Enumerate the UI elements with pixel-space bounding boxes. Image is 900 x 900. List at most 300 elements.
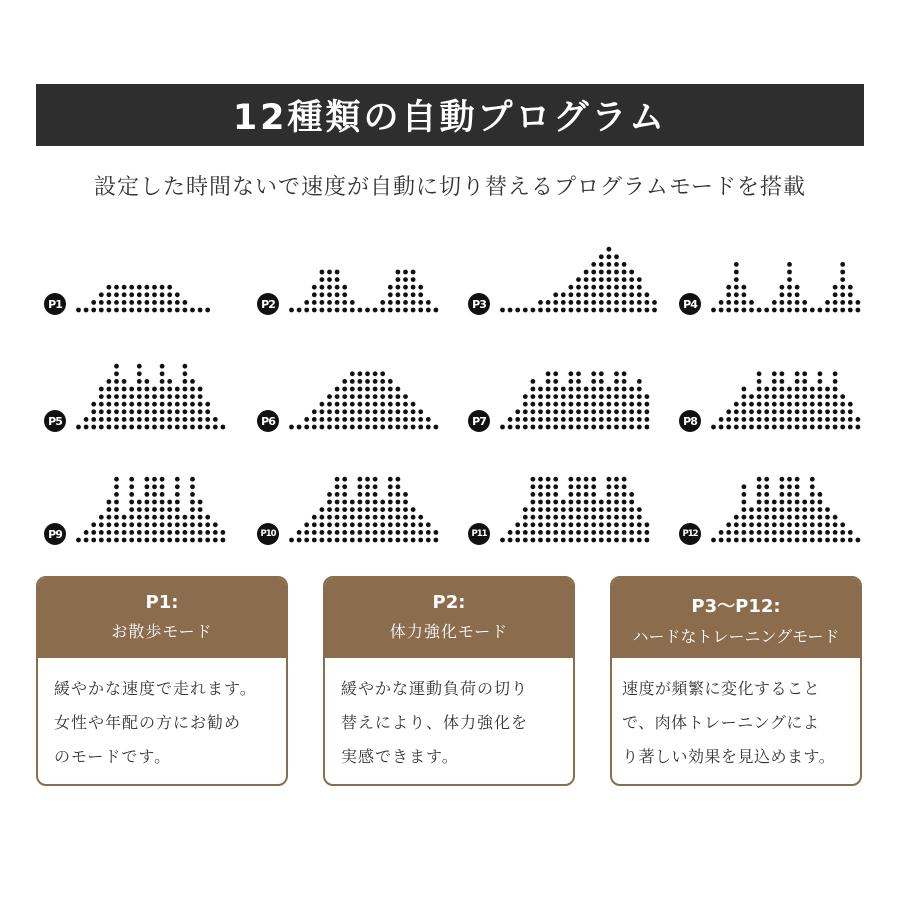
profile-dot bbox=[373, 425, 378, 430]
profile-dot bbox=[304, 522, 309, 527]
profile-dot bbox=[342, 507, 347, 512]
profile-dot bbox=[780, 371, 785, 376]
profile-dot bbox=[833, 292, 838, 297]
profile-dot bbox=[734, 402, 739, 407]
profile-dot bbox=[114, 409, 119, 414]
profile-dot bbox=[160, 425, 165, 430]
profile-dot bbox=[757, 522, 762, 527]
profile-dot bbox=[335, 484, 340, 489]
profile-dot bbox=[652, 308, 657, 313]
profile-dot bbox=[780, 492, 785, 497]
profile-dot bbox=[411, 285, 416, 290]
profile-dot bbox=[546, 477, 551, 482]
profile-dot bbox=[584, 515, 589, 520]
profile-dot bbox=[107, 417, 112, 422]
profile-dot bbox=[531, 492, 536, 497]
card-line: り著しい効果を見込めます。 bbox=[622, 747, 836, 766]
profile-dot bbox=[350, 308, 355, 313]
profile-dot bbox=[373, 477, 378, 482]
profile-dot bbox=[825, 425, 830, 430]
profile-dot bbox=[772, 402, 777, 407]
profile-dot bbox=[584, 292, 589, 297]
profile-dot bbox=[637, 522, 642, 527]
profile-dot bbox=[358, 417, 363, 422]
profile-dot bbox=[538, 492, 543, 497]
profile-dot bbox=[175, 522, 180, 527]
profile-dot bbox=[607, 507, 612, 512]
profile-dot bbox=[614, 425, 619, 430]
profile-dot bbox=[327, 417, 332, 422]
profile-dot bbox=[327, 402, 332, 407]
profile-dot bbox=[411, 515, 416, 520]
program-badge: P4 bbox=[679, 293, 701, 315]
profile-dot bbox=[787, 292, 792, 297]
profile-dot bbox=[795, 402, 800, 407]
profile-dot bbox=[167, 425, 172, 430]
profile-dot bbox=[538, 538, 543, 543]
program-p2 bbox=[257, 220, 447, 316]
profile-dot bbox=[599, 292, 604, 297]
profile-dot bbox=[167, 379, 172, 384]
profile-dot bbox=[591, 285, 596, 290]
profile-dot bbox=[365, 387, 370, 392]
profile-dot bbox=[373, 379, 378, 384]
profile-dot bbox=[591, 387, 596, 392]
profile-dot bbox=[327, 300, 332, 305]
profile-dot bbox=[825, 530, 830, 535]
profile-dot bbox=[749, 522, 754, 527]
profile-dot bbox=[107, 394, 112, 399]
profile-dot bbox=[772, 507, 777, 512]
profile-dot bbox=[569, 387, 574, 392]
card-mode: ハードなトレーニングモード bbox=[632, 627, 840, 646]
profile-dot bbox=[388, 538, 393, 543]
profile-dot bbox=[614, 379, 619, 384]
profile-dot bbox=[637, 394, 642, 399]
profile-dot bbox=[576, 292, 581, 297]
profile-dot bbox=[137, 538, 142, 543]
profile-dot bbox=[327, 394, 332, 399]
profile-dot bbox=[342, 477, 347, 482]
profile-dot bbox=[787, 417, 792, 422]
profile-dot bbox=[145, 477, 150, 482]
profile-dot bbox=[742, 300, 747, 305]
profile-dot bbox=[742, 492, 747, 497]
profile-dot bbox=[840, 417, 845, 422]
profile-dot bbox=[818, 409, 823, 414]
profile-dot bbox=[515, 425, 520, 430]
profile-dot bbox=[350, 538, 355, 543]
profile-dot bbox=[320, 530, 325, 535]
profile-dot bbox=[607, 254, 612, 259]
profile-dot bbox=[584, 477, 589, 482]
profile-dot bbox=[411, 308, 416, 313]
profile-dot bbox=[388, 522, 393, 527]
profile-dot bbox=[380, 515, 385, 520]
profile-dot bbox=[591, 292, 596, 297]
profile-dot bbox=[599, 515, 604, 520]
profile-dot bbox=[840, 538, 845, 543]
profile-dot bbox=[122, 530, 127, 535]
profile-dot bbox=[403, 292, 408, 297]
profile-dot bbox=[599, 538, 604, 543]
profile-dot bbox=[114, 394, 119, 399]
profile-dot bbox=[749, 538, 754, 543]
profile-dot bbox=[757, 371, 762, 376]
profile-dot bbox=[538, 417, 543, 422]
profile-dot bbox=[749, 530, 754, 535]
profile-dot bbox=[129, 409, 134, 414]
profile-dot bbox=[802, 538, 807, 543]
profile-dot bbox=[145, 409, 150, 414]
profile-dot bbox=[629, 425, 634, 430]
card-id: P1: bbox=[145, 592, 179, 613]
profile-dot bbox=[304, 425, 309, 430]
profile-dot bbox=[553, 500, 558, 505]
profile-dot bbox=[365, 425, 370, 430]
profile-dot bbox=[591, 394, 596, 399]
profile-dot bbox=[167, 308, 172, 313]
profile-dot bbox=[358, 500, 363, 505]
card-mode: お散歩モード bbox=[111, 622, 213, 641]
profile-dot bbox=[780, 409, 785, 414]
profile-dot bbox=[137, 530, 142, 535]
profile-dot bbox=[137, 402, 142, 407]
profile-dot bbox=[183, 409, 188, 414]
profile-dot bbox=[742, 394, 747, 399]
profile-dot bbox=[137, 409, 142, 414]
profile-dot bbox=[403, 417, 408, 422]
card-line: 実感できます。 bbox=[341, 747, 459, 766]
profile-dot bbox=[787, 530, 792, 535]
profile-dot bbox=[523, 507, 528, 512]
profile-dot bbox=[373, 402, 378, 407]
profile-dot bbox=[152, 308, 157, 313]
profile-dot bbox=[637, 402, 642, 407]
profile-dot bbox=[190, 387, 195, 392]
profile-dot bbox=[584, 500, 589, 505]
profile-dot bbox=[825, 308, 830, 313]
profile-dot bbox=[320, 285, 325, 290]
profile-dot bbox=[403, 492, 408, 497]
profile-dot bbox=[99, 402, 104, 407]
profile-dot bbox=[122, 538, 127, 543]
card-line: のモードです。 bbox=[54, 747, 172, 766]
profile-dot bbox=[335, 538, 340, 543]
profile-dot bbox=[388, 402, 393, 407]
profile-dot bbox=[607, 477, 612, 482]
profile-dot bbox=[546, 492, 551, 497]
profile-dot bbox=[553, 387, 558, 392]
profile-dot bbox=[531, 409, 536, 414]
profile-dot bbox=[160, 394, 165, 399]
profile-dot bbox=[508, 530, 513, 535]
profile-dot bbox=[764, 387, 769, 392]
profile-dot bbox=[561, 292, 566, 297]
profile-dot bbox=[350, 507, 355, 512]
profile-dot bbox=[350, 379, 355, 384]
profile-dot bbox=[553, 507, 558, 512]
profile-dot bbox=[591, 300, 596, 305]
profile-dot bbox=[561, 409, 566, 414]
profile-dot bbox=[607, 247, 612, 252]
profile-dot bbox=[198, 425, 203, 430]
profile-dot bbox=[335, 530, 340, 535]
profile-dot bbox=[757, 507, 762, 512]
profile-dot bbox=[190, 417, 195, 422]
program-p6 bbox=[257, 337, 447, 433]
profile-dot bbox=[546, 394, 551, 399]
profile-dot bbox=[569, 500, 574, 505]
profile-dot bbox=[114, 371, 119, 376]
profile-dot bbox=[388, 425, 393, 430]
profile-dot bbox=[160, 285, 165, 290]
profile-dot bbox=[129, 530, 134, 535]
profile-dot bbox=[335, 507, 340, 512]
profile-dot bbox=[599, 417, 604, 422]
profile-dot bbox=[734, 538, 739, 543]
profile-dot bbox=[622, 292, 627, 297]
profile-dot bbox=[584, 530, 589, 535]
profile-dot bbox=[637, 515, 642, 520]
profile-dot bbox=[91, 425, 96, 430]
profile-dot bbox=[833, 522, 838, 527]
profile-dot bbox=[411, 507, 416, 512]
profile-dot bbox=[772, 371, 777, 376]
profile-dot bbox=[802, 417, 807, 422]
profile-dot bbox=[137, 507, 142, 512]
profile-dot bbox=[107, 308, 112, 313]
profile-dot bbox=[122, 379, 127, 384]
card-line: 緩やかな運動負荷の切り bbox=[341, 679, 529, 698]
profile-dot bbox=[91, 417, 96, 422]
profile-dot bbox=[802, 522, 807, 527]
profile-dot bbox=[629, 292, 634, 297]
profile-dot bbox=[637, 300, 642, 305]
profile-dot bbox=[411, 300, 416, 305]
profile-dot bbox=[107, 500, 112, 505]
profile-dot bbox=[114, 300, 119, 305]
profile-dot bbox=[645, 300, 650, 305]
profile-dot bbox=[358, 484, 363, 489]
card-description bbox=[612, 658, 860, 774]
profile-dot bbox=[607, 492, 612, 497]
profile-dot bbox=[576, 530, 581, 535]
profile-dot bbox=[599, 425, 604, 430]
profile-dot bbox=[76, 425, 81, 430]
profile-dot bbox=[388, 500, 393, 505]
profile-dot bbox=[749, 417, 754, 422]
profile-dot bbox=[167, 292, 172, 297]
profile-dot bbox=[531, 522, 536, 527]
profile-dot bbox=[553, 300, 558, 305]
profile-dot bbox=[772, 308, 777, 313]
profile-dot bbox=[637, 308, 642, 313]
card-header bbox=[38, 578, 286, 658]
profile-dot bbox=[764, 484, 769, 489]
profile-dot bbox=[107, 292, 112, 297]
profile-dot bbox=[749, 308, 754, 313]
profile-dot bbox=[107, 425, 112, 430]
profile-dot bbox=[599, 500, 604, 505]
profile-dot bbox=[91, 409, 96, 414]
profile-dot bbox=[129, 292, 134, 297]
profile-dot bbox=[84, 425, 89, 430]
profile-dot bbox=[508, 425, 513, 430]
profile-dot bbox=[645, 530, 650, 535]
profile-dot bbox=[553, 417, 558, 422]
profile-dot bbox=[350, 522, 355, 527]
profile-dot bbox=[825, 409, 830, 414]
profile-dot bbox=[614, 402, 619, 407]
profile-dot bbox=[825, 300, 830, 305]
profile-dot bbox=[426, 538, 431, 543]
profile-dot bbox=[546, 371, 551, 376]
profile-dot bbox=[622, 530, 627, 535]
profile-dot bbox=[160, 530, 165, 535]
profile-dot bbox=[757, 492, 762, 497]
program-profile-dots bbox=[711, 337, 871, 433]
profile-dot bbox=[403, 285, 408, 290]
profile-dot bbox=[380, 507, 385, 512]
profile-dot bbox=[418, 292, 423, 297]
profile-dot bbox=[327, 522, 332, 527]
profile-dot bbox=[629, 500, 634, 505]
profile-dot bbox=[629, 538, 634, 543]
profile-dot bbox=[114, 364, 119, 369]
profile-dot bbox=[137, 522, 142, 527]
profile-dot bbox=[380, 425, 385, 430]
profile-dot bbox=[198, 409, 203, 414]
profile-dot bbox=[629, 277, 634, 282]
profile-dot bbox=[167, 402, 172, 407]
profile-dot bbox=[553, 484, 558, 489]
profile-dot bbox=[129, 522, 134, 527]
profile-dot bbox=[183, 515, 188, 520]
profile-dot bbox=[312, 409, 317, 414]
profile-dot bbox=[802, 387, 807, 392]
profile-dot bbox=[373, 484, 378, 489]
profile-dot bbox=[129, 308, 134, 313]
profile-dot bbox=[373, 308, 378, 313]
profile-dot bbox=[734, 270, 739, 275]
profile-dot bbox=[546, 530, 551, 535]
profile-dot bbox=[515, 522, 520, 527]
card-line: 緩やかな速度で走れます。 bbox=[54, 679, 257, 698]
profile-dot bbox=[764, 507, 769, 512]
profile-dot bbox=[553, 515, 558, 520]
profile-dot bbox=[637, 417, 642, 422]
profile-dot bbox=[614, 515, 619, 520]
profile-dot bbox=[818, 538, 823, 543]
profile-dot bbox=[726, 300, 731, 305]
profile-dot bbox=[213, 538, 218, 543]
profile-dot bbox=[840, 522, 845, 527]
profile-dot bbox=[198, 308, 203, 313]
profile-dot bbox=[365, 515, 370, 520]
profile-dot bbox=[614, 500, 619, 505]
profile-dot bbox=[358, 522, 363, 527]
profile-dot bbox=[515, 409, 520, 414]
profile-dot bbox=[403, 530, 408, 535]
profile-dot bbox=[787, 387, 792, 392]
profile-dot bbox=[515, 538, 520, 543]
profile-dot bbox=[411, 292, 416, 297]
profile-dot bbox=[183, 425, 188, 430]
profile-dot bbox=[190, 522, 195, 527]
profile-dot bbox=[719, 308, 724, 313]
profile-dot bbox=[584, 507, 589, 512]
profile-dot bbox=[840, 402, 845, 407]
profile-dot bbox=[122, 409, 127, 414]
profile-dot bbox=[561, 387, 566, 392]
profile-dot bbox=[810, 522, 815, 527]
profile-dot bbox=[531, 387, 536, 392]
profile-dot bbox=[726, 308, 731, 313]
profile-dot bbox=[757, 308, 762, 313]
profile-dot bbox=[137, 425, 142, 430]
profile-dot bbox=[599, 262, 604, 267]
profile-dot bbox=[802, 300, 807, 305]
profile-dot bbox=[757, 402, 762, 407]
profile-dot bbox=[569, 507, 574, 512]
profile-dot bbox=[569, 371, 574, 376]
profile-dot bbox=[380, 394, 385, 399]
profile-dot bbox=[553, 402, 558, 407]
profile-dot bbox=[764, 477, 769, 482]
profile-dot bbox=[757, 417, 762, 422]
profile-dot bbox=[320, 409, 325, 414]
profile-dot bbox=[726, 409, 731, 414]
profile-dot bbox=[403, 402, 408, 407]
profile-dot bbox=[734, 417, 739, 422]
profile-dot bbox=[107, 379, 112, 384]
profile-dot bbox=[403, 500, 408, 505]
profile-dot bbox=[198, 394, 203, 399]
profile-dot bbox=[719, 417, 724, 422]
profile-dot bbox=[403, 538, 408, 543]
profile-dot bbox=[561, 500, 566, 505]
profile-dot bbox=[137, 387, 142, 392]
profile-dot bbox=[637, 292, 642, 297]
profile-dot bbox=[396, 292, 401, 297]
profile-dot bbox=[538, 394, 543, 399]
profile-dot bbox=[358, 394, 363, 399]
profile-dot bbox=[523, 402, 528, 407]
profile-dot bbox=[840, 270, 845, 275]
profile-dot bbox=[137, 371, 142, 376]
profile-dot bbox=[198, 515, 203, 520]
profile-dot bbox=[380, 371, 385, 376]
profile-dot bbox=[122, 402, 127, 407]
profile-dot bbox=[107, 530, 112, 535]
profile-dot bbox=[358, 515, 363, 520]
profile-dot bbox=[190, 409, 195, 414]
profile-dot bbox=[327, 425, 332, 430]
profile-dot bbox=[787, 285, 792, 290]
profile-dot bbox=[523, 425, 528, 430]
profile-dot bbox=[584, 387, 589, 392]
profile-dot bbox=[320, 515, 325, 520]
profile-dot bbox=[810, 417, 815, 422]
profile-dot bbox=[190, 530, 195, 535]
profile-dot bbox=[167, 387, 172, 392]
profile-dot bbox=[561, 507, 566, 512]
program-badge: P2 bbox=[257, 293, 279, 315]
profile-dot bbox=[576, 477, 581, 482]
profile-dot bbox=[719, 300, 724, 305]
profile-dot bbox=[576, 425, 581, 430]
